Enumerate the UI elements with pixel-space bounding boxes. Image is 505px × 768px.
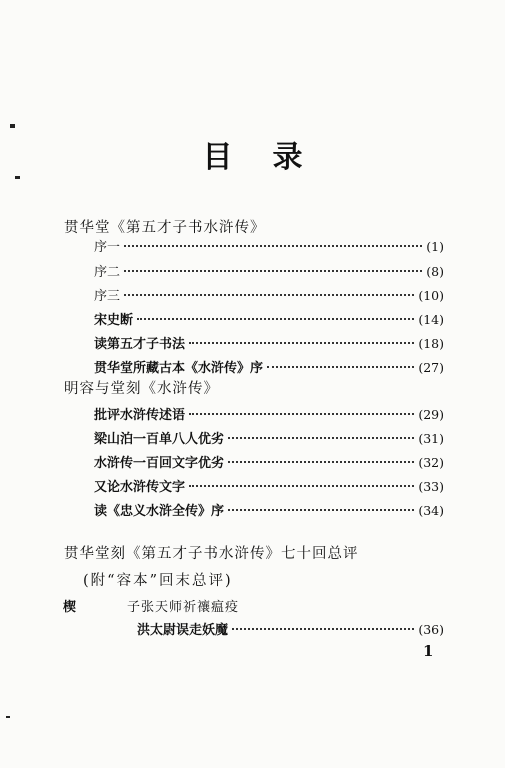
leader-dots [124,245,422,247]
scan-speck [15,176,20,179]
toc-entry[interactable] [94,476,444,498]
leader-dots [124,270,422,272]
toc-entry-page: (14) [418,312,444,327]
toc-entry-page: (1) [426,239,444,254]
leader-dots [189,485,414,487]
toc-entry-title: 水浒传一百回文字优劣 [94,456,225,471]
toc-entry[interactable] [94,428,444,450]
toc-entry-title: 读第五才子书法 [94,337,186,352]
chapter-tag: 楔 [63,600,77,615]
toc-entry-title: 又论水浒传文字 [94,480,186,495]
toc-entry[interactable] [137,619,444,641]
toc-entry-page: (8) [426,264,444,279]
page-title: 目录 [202,140,343,175]
toc-entry-title: 序三 [94,289,121,304]
toc-entry[interactable] [94,261,444,283]
chapter-title-line1: 子张天师祈禳瘟疫 [127,600,240,615]
toc-entry-page: (36) [418,622,444,637]
toc-entry-title: 洪太尉误走妖魔 [137,623,229,638]
leader-dots [228,509,414,511]
toc-entry-page: (10) [418,288,444,303]
leader-dots [189,342,414,344]
toc-entry-title: 批评水浒传述语 [94,408,186,423]
toc-entry-title: 贯华堂所藏古本《水浒传》序 [94,361,264,376]
leader-dots [189,413,414,415]
page-number: 1 [423,642,434,660]
toc-entry-page: (32) [418,455,444,470]
toc-entry-page: (29) [418,407,444,422]
toc-entry-page: (31) [418,431,444,446]
toc-entry-title: 读《忠义水浒全传》序 [94,504,225,519]
leader-dots [232,628,414,630]
toc-entry-page: (18) [418,336,444,351]
section-heading: 明容与堂刻《水浒传》 [64,381,219,397]
toc-entry-title: 宋史断 [94,313,134,328]
toc-entry[interactable] [94,357,444,379]
scan-speck [6,716,10,718]
toc-entry[interactable] [94,404,444,426]
toc-entry[interactable] [94,285,444,307]
leader-dots [124,294,414,296]
leader-dots [228,461,414,463]
toc-entry-title: 序一 [94,240,121,255]
scan-speck [10,124,15,128]
toc-entry[interactable] [94,500,444,522]
toc-entry[interactable] [94,236,444,258]
toc-entry-title: 梁山泊一百单八人优劣 [94,432,225,447]
toc-entry[interactable] [94,333,444,355]
toc-entry-title: 序二 [94,265,121,280]
toc-entry[interactable] [94,452,444,474]
section-heading: 贯华堂《第五才子书水浒传》 [64,220,266,236]
leader-dots [137,318,414,320]
leader-dots [267,366,414,368]
toc-entry[interactable] [94,309,444,331]
toc-entry-page: (34) [418,503,444,518]
leader-dots [228,437,414,439]
toc-entry-page: (27) [418,360,444,375]
section-heading: 贯华堂刻《第五才子书水浒传》七十回总评 [64,546,359,562]
toc-entry-page: (33) [418,479,444,494]
section-subheading: (附“容本”回末总评) [83,573,233,589]
